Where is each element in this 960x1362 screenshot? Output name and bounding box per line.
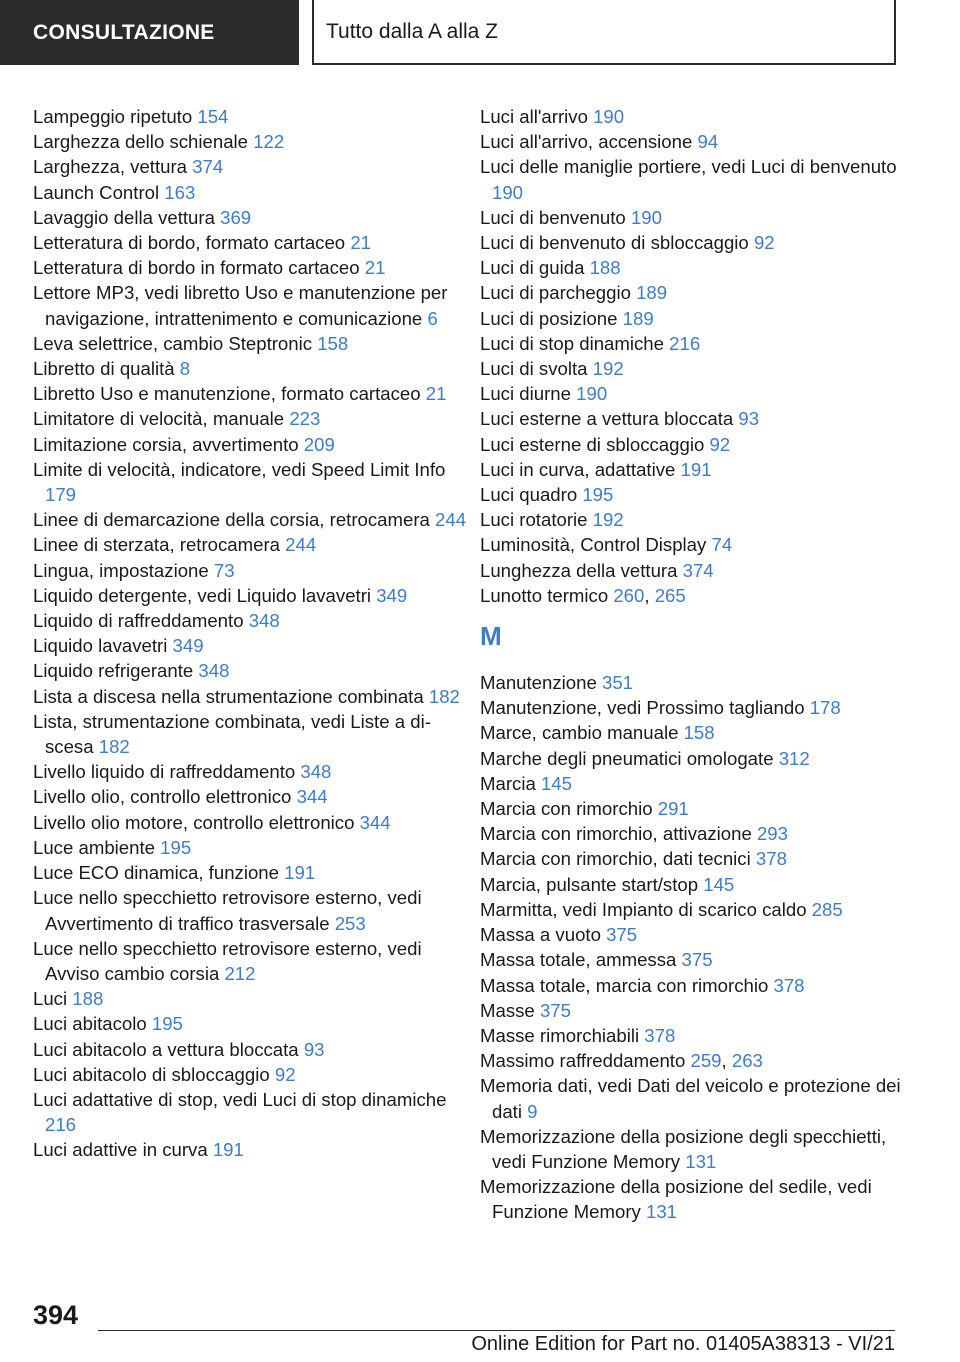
page-reference-link[interactable]: 8 (179, 358, 191, 380)
page-reference-link[interactable]: 378 (755, 848, 787, 870)
index-term: Lingua, impostazione (33, 559, 214, 581)
index-term: Luci di posizione (480, 307, 623, 329)
index-term: Liquido detergente, vedi Liquido lavavetri (33, 584, 377, 606)
index-term: Luci di svolta (480, 358, 593, 380)
page-reference-link[interactable]: 131 (685, 1150, 717, 1172)
index-entry (33, 507, 473, 532)
index-term: Lampeggio ripetuto (33, 106, 198, 127)
page-reference-link[interactable]: 253 (334, 912, 366, 934)
index-term: Livello olio, controllo elettronico (33, 786, 297, 808)
page-reference-link[interactable]: 223 (289, 408, 321, 430)
page-reference-link[interactable]: 348 (248, 610, 280, 632)
page-reference-link[interactable]: 6 (427, 307, 438, 329)
index-term: Lunghezza della vettura (480, 559, 683, 581)
page-reference-link[interactable]: 291 (657, 798, 689, 820)
index-term: Limite di velocità, indicatore, vedi Speed Limit Info (33, 458, 446, 480)
index-term: Luci di parcheggio (480, 282, 637, 304)
index-term: Luci di benvenuto (480, 206, 631, 228)
page-reference-link[interactable]: 190 (492, 181, 524, 203)
index-term: Luci diurne (480, 383, 577, 405)
index-term: Luce ambiente (33, 836, 161, 858)
index-term: Marcia con rimorchio, attivazione (480, 823, 757, 845)
index-entry (33, 936, 473, 986)
index-term: Liquido lavavetri (33, 635, 173, 657)
index-term: Massa totale, ammessa (480, 949, 682, 971)
index-term: Libretto Uso e manutenzione, formato cartaceo (33, 383, 426, 405)
index-entry (480, 154, 920, 204)
index-term: Lista a discesa nella strumentazione combinata (33, 685, 429, 707)
index-term: Massa a vuoto (480, 924, 607, 946)
index-entry (480, 482, 920, 507)
index-term: Luci (33, 988, 73, 1010)
footer-divider (98, 1330, 895, 1331)
index-entry (33, 205, 473, 230)
index-entry (480, 255, 920, 280)
index-term: Linee di sterzata, retrocamera (33, 534, 286, 556)
index-term: Larghezza dello schienale (33, 131, 254, 153)
section-tab (0, 0, 299, 65)
index-entry (33, 759, 473, 784)
index-term: Luci delle maniglie portiere, vedi Luci di benvenuto (480, 156, 897, 178)
index-term: Marce, cambio manuale (480, 722, 684, 744)
index-entry (480, 406, 920, 431)
index-entry (33, 532, 473, 557)
index-column-right (480, 104, 920, 1225)
index-term: Luci abitacolo (33, 1013, 152, 1035)
index-entry (480, 280, 920, 305)
page-reference-link[interactable]: 195 (582, 484, 614, 506)
index-entry (33, 180, 473, 205)
page-reference-link[interactable]: 93 (303, 1038, 325, 1060)
index-term: Larghezza, vettura (33, 156, 193, 178)
index-entry (480, 998, 920, 1023)
index-term: Livello olio motore, controllo elettronico (33, 811, 360, 833)
page-reference-link[interactable]: 293 (756, 823, 788, 845)
page-reference-link[interactable]: 158 (317, 332, 349, 354)
index-entry (33, 835, 473, 860)
index-entry (33, 1087, 473, 1137)
index-term: Marmitta, vedi Impianto di scarico caldo (480, 898, 812, 920)
index-term: Letteratura di bordo in formato cartaceo (33, 257, 365, 279)
index-term: Marcia con rimorchio (480, 798, 658, 820)
page-reference-link[interactable]: 244 (285, 534, 317, 556)
index-term: Luci abitacolo di sbloccaggio (33, 1063, 275, 1085)
index-entry (480, 230, 920, 255)
index-term: Luci di benvenuto di sbloccaggio (480, 232, 754, 254)
index-term: Lavaggio della vettura (33, 206, 221, 228)
page-reference-link[interactable]: 179 (45, 484, 77, 506)
index-term: Massa totale, marcia con rimorchio (480, 974, 774, 996)
index-entry (480, 821, 920, 846)
index-term: Masse rimorchiabili (480, 1024, 645, 1046)
page-reference-link[interactable]: 182 (98, 736, 130, 758)
index-term: Luci rotatorie (480, 509, 593, 531)
index-letter-heading: M (480, 621, 502, 652)
index-entry (480, 973, 920, 998)
page-reference-link[interactable]: 192 (592, 509, 624, 531)
index-term: Luci in curva, adattative (480, 458, 681, 480)
page-reference-link[interactable]: 145 (540, 772, 572, 794)
index-entry (33, 860, 473, 885)
page-reference-link[interactable]: 131 (645, 1201, 678, 1223)
page-reference-link[interactable]: 195 (151, 1013, 183, 1035)
page-reference-link[interactable]: 21 (425, 383, 447, 405)
page-reference-link[interactable]: 190 (630, 206, 662, 228)
page-reference-link[interactable]: 351 (601, 672, 634, 694)
edition-note: Online Edition for Part no. 01405A38313 - VI/21 (471, 1333, 895, 1355)
page-reference-link[interactable]: 195 (160, 836, 192, 858)
index-term: Luce nello specchietto retrovisore esterno, vedi Avvertimento di traffico trasversale (33, 887, 422, 934)
page-reference-link[interactable]: 154 (197, 106, 229, 127)
page-reference-link[interactable]: 182 (428, 685, 460, 707)
index-entry (33, 129, 473, 154)
index-entry (33, 1037, 473, 1062)
index-entry (33, 885, 473, 935)
index-entry (480, 1174, 920, 1224)
page-reference-link[interactable]: 191 (212, 1139, 244, 1161)
page-reference-link[interactable]: 369 (220, 206, 252, 228)
index-term: Livello liquido di raffreddamento (33, 761, 301, 783)
page-reference-link[interactable]: 312 (778, 747, 810, 769)
index-term: Launch Control (33, 181, 165, 203)
index-entry (480, 670, 920, 695)
index-entry (480, 558, 920, 583)
index-entry (480, 872, 920, 897)
page-reference-link[interactable]: 374 (192, 156, 224, 178)
page-reference-link[interactable]: 216 (45, 1114, 77, 1136)
index-term: Luminosità, Control Display (480, 534, 712, 556)
page-reference-link[interactable]: 21 (364, 257, 386, 279)
index-entry (480, 356, 920, 381)
index-term: Masse (480, 999, 540, 1021)
page-reference-link[interactable]: 263 (731, 1050, 763, 1072)
index-term: Marcia con rimorchio, dati tecnici (480, 848, 756, 870)
page-reference-link[interactable]: 189 (622, 307, 654, 329)
index-entry (33, 784, 473, 809)
index-term: Luci adattive in curva (33, 1139, 213, 1161)
page-reference-link[interactable]: 188 (72, 988, 104, 1010)
index-entry (33, 381, 473, 406)
index-term: Luci abitacolo a vettura bloccata (33, 1038, 304, 1060)
index-entry (480, 331, 920, 356)
index-term: Memoria dati, vedi Dati del veicolo e protezione dei dati (480, 1075, 901, 1122)
index-term: Limitazione corsia, avvertimento (33, 433, 304, 455)
page-reference-link[interactable]: 209 (303, 433, 335, 455)
index-term: Libretto di qualità (33, 358, 180, 380)
index-term: Luci esterne di sbloccaggio (480, 433, 710, 455)
index-term: Lettore MP3, vedi libretto Uso e manutenzione per navigazione, intrattenimento e comunicazione (33, 282, 448, 329)
index-group-l (480, 104, 920, 608)
index-entry (480, 306, 920, 331)
section-title: CONSULTAZIONE (33, 20, 215, 44)
page-reference-link[interactable]: 285 (811, 898, 843, 920)
index-term: Luci di stop dinamiche (480, 332, 670, 354)
index-entry (33, 633, 473, 658)
index-entry (480, 796, 920, 821)
page-reference-link[interactable]: 344 (359, 811, 391, 833)
chapter-header (312, 0, 896, 65)
index-entry (480, 695, 920, 720)
index-term: Leva selettrice, cambio Steptronic (33, 332, 318, 354)
index-term: Manutenzione, vedi Prossimo tagliando (480, 697, 810, 719)
index-term: Luce nello specchietto retrovisore esterno, vedi Avviso cambio corsia (33, 937, 422, 984)
index-term: Manutenzione (480, 672, 602, 694)
index-entry (33, 658, 473, 683)
page-reference-link[interactable]: 378 (773, 974, 805, 996)
index-entry (33, 709, 473, 759)
index-entry (33, 154, 473, 179)
index-entry (480, 1073, 920, 1123)
page-reference-link[interactable]: 74 (711, 534, 733, 556)
page-reference-link[interactable]: 260 (613, 584, 645, 606)
index-entry (33, 255, 473, 280)
page-reference-link[interactable]: 259 (690, 1050, 722, 1072)
page-reference-link[interactable]: 348 (300, 761, 332, 783)
index-entry (480, 532, 920, 557)
index-entry (33, 608, 473, 633)
page-reference-link[interactable]: 265 (654, 584, 686, 606)
page-reference-link[interactable]: 73 (213, 559, 235, 581)
index-entry (480, 1023, 920, 1048)
index-entry (480, 205, 920, 230)
index-term: Memorizzazione della posizione del sedile, vedi Funzione Memory (480, 1176, 872, 1223)
index-entry (33, 558, 473, 583)
index-term: Marche degli pneumatici omologate (480, 747, 779, 769)
index-entry (33, 457, 473, 507)
index-entry (33, 280, 473, 330)
index-entry (480, 129, 920, 154)
index-entry (33, 986, 473, 1011)
index-term: Liquido refrigerante (33, 660, 199, 682)
page-reference-link[interactable]: 189 (636, 282, 668, 304)
page-reference-link[interactable]: 191 (284, 862, 316, 884)
index-term: Luci all'arrivo (480, 106, 594, 127)
index-column-left (33, 104, 473, 1163)
index-entry: Massimo raffreddamento 259, 263 (480, 1050, 763, 1072)
page-reference-link[interactable]: 92 (709, 433, 731, 455)
index-entry (480, 922, 920, 947)
index-group-m (480, 670, 920, 1224)
page-reference-link[interactable]: 122 (253, 131, 285, 153)
page-reference-link[interactable]: 158 (683, 722, 715, 744)
page-reference-link[interactable]: 188 (589, 257, 621, 279)
page-reference-link[interactable]: 9 (527, 1100, 538, 1122)
index-term: Luci di guida (480, 257, 590, 279)
index-entry: Lunotto termico 260, 265 (480, 584, 686, 606)
index-entry (480, 720, 920, 745)
index-term: Memorizzazione della posizione degli specchietti, vedi Funzione Memory (480, 1125, 887, 1172)
index-term: Marcia (480, 772, 541, 794)
index-entry (480, 746, 920, 771)
page-reference-link[interactable]: 21 (350, 232, 371, 254)
index-entry (480, 846, 920, 871)
index-entry (33, 1062, 473, 1087)
index-entry (33, 810, 473, 835)
index-term: Limitatore di velocità, manuale (33, 408, 290, 430)
index-entry (33, 1011, 473, 1036)
index-entry (33, 583, 473, 608)
page-reference-link[interactable]: 192 (592, 358, 624, 380)
index-term: Letteratura di bordo, formato cartaceo (33, 232, 351, 254)
page-reference-link[interactable]: 163 (164, 181, 196, 203)
index-term: Luce ECO dinamica, funzione (33, 862, 285, 884)
index-entry (480, 897, 920, 922)
page-reference-link[interactable]: 92 (274, 1063, 296, 1085)
page-reference-link[interactable]: 375 (681, 949, 713, 971)
index-entry (33, 230, 473, 255)
page-reference-link[interactable]: 374 (682, 559, 714, 581)
index-term: Luci esterne a vettura bloccata (480, 408, 739, 430)
page-reference-link[interactable]: 145 (703, 873, 735, 895)
page-reference-link[interactable]: 93 (738, 408, 760, 430)
index-term: Marcia, pulsante start/stop (480, 873, 704, 895)
index-entry (480, 771, 920, 796)
index-entry (33, 104, 473, 129)
page-reference-link[interactable]: 92 (753, 232, 775, 254)
page-reference-link[interactable]: 216 (669, 332, 701, 354)
index-term: Liquido di raffreddamento (33, 610, 249, 632)
index-entry (33, 356, 473, 381)
page-reference-link[interactable]: 94 (697, 131, 719, 153)
index-entry (480, 947, 920, 972)
page-reference-link[interactable]: 244 (435, 509, 467, 531)
index-entry (480, 381, 920, 406)
page-reference-link[interactable]: 190 (576, 383, 608, 405)
page-reference-link[interactable]: 190 (593, 106, 625, 127)
index-term: Luci quadro (480, 484, 583, 506)
page-reference-link[interactable]: 178 (809, 697, 841, 719)
index-term: Lista, strumentazione combinata, vedi Liste a discesa (33, 710, 431, 758)
page-reference-link[interactable]: 344 (296, 786, 328, 808)
page-reference-link[interactable]: 348 (198, 660, 230, 682)
page-reference-link[interactable]: 191 (680, 458, 712, 480)
index-entry (33, 331, 473, 356)
index-term: Massimo raffreddamento (480, 1050, 691, 1072)
index-entry (33, 684, 473, 709)
page-reference-link[interactable]: 375 (606, 924, 638, 946)
page-reference-link[interactable]: 378 (644, 1024, 676, 1046)
index-term: Linee di demarcazione della corsia, retrocamera (33, 509, 436, 531)
page-reference-link[interactable]: 375 (539, 999, 571, 1021)
index-entry (480, 432, 920, 457)
page-reference-link[interactable]: 349 (376, 584, 408, 606)
index-entry (33, 432, 473, 457)
page-number: 394 (33, 1300, 79, 1330)
index-entry (480, 1124, 920, 1174)
index-entry (480, 507, 920, 532)
index-term: Luci adattative di stop, vedi Luci di stop dinamiche (33, 1088, 447, 1110)
page-reference-link[interactable]: 349 (172, 635, 204, 657)
index-term: Luci all'arrivo, accensione (480, 131, 698, 153)
index-entry (480, 104, 920, 129)
index-entry (480, 457, 920, 482)
chapter-title: Tutto dalla A alla Z (326, 19, 498, 43)
index-entry (33, 406, 473, 431)
index-term: Lunotto termico (480, 584, 614, 606)
page-reference-link[interactable]: 212 (224, 962, 256, 984)
index-entry (33, 1137, 473, 1162)
